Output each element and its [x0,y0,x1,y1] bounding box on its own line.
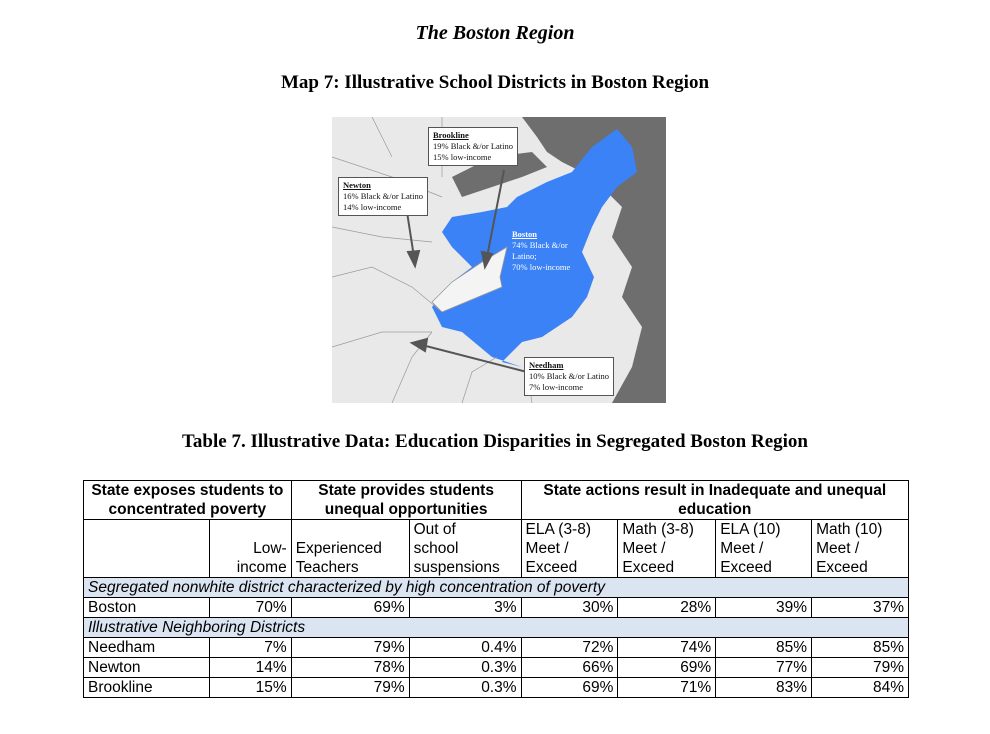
cell-district: Newton [84,658,210,678]
col-header-susp-3: suspensions [413,559,500,576]
col-header-susp-1: Out of [413,521,456,538]
cell-suspensions: 3% [409,598,521,618]
newton-line2: 14% low-income [343,202,402,212]
cell-teachers: 78% [291,658,409,678]
col-header-math38-2: Meet / [622,540,666,557]
column-header-row [84,520,909,578]
cell-ela38: 72% [521,638,618,658]
needham-name: Needham [529,360,564,370]
cell-ela38: 30% [521,598,618,618]
col-header-ela10-3: Exceed [720,559,772,576]
boston-label [512,229,570,273]
band-segregated-label: Segregated nonwhite district characterized by high concentration of poverty [84,578,909,598]
cell-ela38: 69% [521,678,618,698]
col-header-ela10-1: ELA (10) [720,521,781,538]
table-row [84,658,909,678]
col-header-math-10 [812,520,909,578]
disparities-table [83,480,909,698]
map-title: Map 7: Illustrative School Districts in Boston Region [280,72,710,93]
cell-suspensions: 0.3% [409,678,521,698]
table-row [84,598,909,618]
col-header-math10-3: Exceed [816,559,868,576]
col-header-teachers-1: Experienced [295,540,382,557]
boston-name: Boston [512,229,538,239]
needham-line2: 7% low-income [529,382,584,392]
col-header-teachers [291,520,409,578]
table-title: Table 7. Illustrative Data: Education Disparities in Segregated Boston Region [182,431,808,452]
band-row-segregated [84,578,909,598]
group-header-poverty: State exposes students to concentrated poverty [84,481,292,520]
cell-low-income: 7% [209,638,291,658]
cell-math38: 69% [618,658,716,678]
col-header-ela-10 [716,520,812,578]
cell-teachers: 79% [291,638,409,658]
cell-ela10: 77% [716,658,812,678]
cell-math38: 74% [618,638,716,658]
cell-ela10: 39% [716,598,812,618]
col-header-suspensions [409,520,521,578]
col-header-susp-2: school [413,540,459,557]
col-header-math10-1: Math (10) [816,521,883,538]
blank-header-cell [84,520,210,578]
newton-callout [338,177,428,216]
group-header-opportunities: State provides students unequal opportunities [291,481,521,520]
cell-district: Needham [84,638,210,658]
cell-suspensions: 0.3% [409,658,521,678]
needham-line1: 10% Black &/or Latino [529,371,610,381]
table-row [84,678,909,698]
cell-math10: 79% [812,658,909,678]
brookline-callout [428,127,518,166]
newton-line1: 16% Black &/or Latino [343,191,424,201]
col-header-math38-3: Exceed [622,559,675,576]
cell-low-income: 14% [209,658,291,678]
cell-teachers: 79% [291,678,409,698]
newton-name: Newton [343,180,371,190]
group-header-education: State actions result in Inadequate and unequal education [521,481,908,520]
col-header-teachers-2: Teachers [295,559,359,576]
cell-math10: 37% [812,598,909,618]
col-header-math-3-8 [618,520,716,578]
band-row-neighboring [84,618,909,638]
table-row [84,638,909,658]
cell-math38: 71% [618,678,716,698]
col-header-ela38-1: ELA (3-8) [525,521,592,538]
band-neighboring-label: Illustrative Neighboring Districts [84,618,909,638]
cell-low-income: 15% [209,678,291,698]
boston-line3: 70% low-income [512,262,571,272]
boston-line1: 74% Black &/or [512,240,568,250]
col-header-ela-3-8 [521,520,618,578]
needham-callout [524,357,614,396]
col-header-low-income-1: Low- [253,540,287,557]
cell-low-income: 70% [209,598,291,618]
col-header-low-income [209,520,291,578]
cell-ela10: 85% [716,638,812,658]
cell-suspensions: 0.4% [409,638,521,658]
group-header-row [84,481,909,520]
boston-line2: Latino; [512,251,537,261]
cell-district: Boston [84,598,210,618]
boston-region-map [332,117,666,403]
brookline-name: Brookline [433,130,469,140]
cell-teachers: 69% [291,598,409,618]
cell-math10: 85% [812,638,909,658]
col-header-math38-1: Math (3-8) [622,521,694,538]
brookline-line1: 19% Black &/or Latino [433,141,514,151]
cell-ela10: 83% [716,678,812,698]
col-header-ela10-2: Meet / [720,540,764,557]
col-header-math10-2: Meet / [816,540,860,557]
brookline-line2: 15% low-income [433,152,492,162]
cell-ela38: 66% [521,658,618,678]
region-title: The Boston Region [415,22,575,44]
cell-math38: 28% [618,598,716,618]
col-header-ela38-3: Exceed [525,559,578,576]
cell-district: Brookline [84,678,210,698]
cell-math10: 84% [812,678,909,698]
col-header-low-income-2: income [236,559,287,576]
col-header-ela38-2: Meet / [525,540,569,557]
